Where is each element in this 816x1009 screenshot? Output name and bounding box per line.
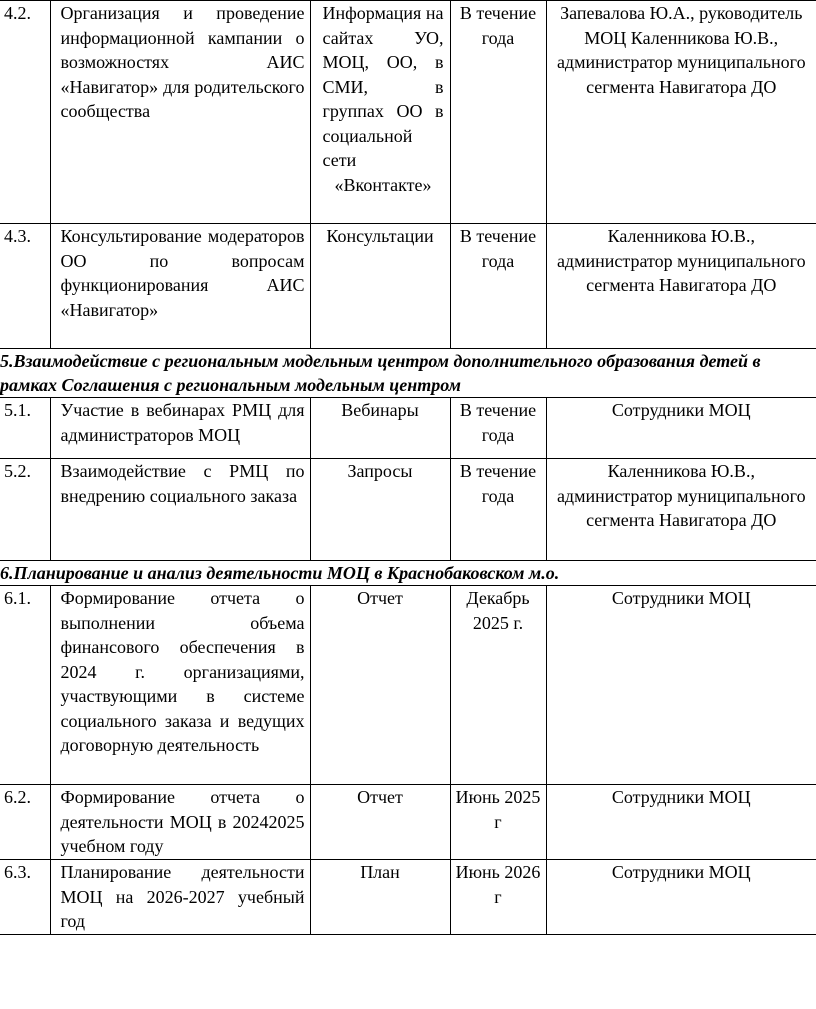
event-name: Формирование отчета о выполнении объема финансового обеспечения в 2024 г. организациями, участвующими в системе социального заказа и ведущих договорную деятельность <box>50 586 310 785</box>
event-responsible: Сотрудники МОЦ <box>546 785 816 860</box>
event-name: Участие в вебинарах РМЦ для администраторов МОЦ <box>50 398 310 459</box>
table-row <box>0 398 816 459</box>
event-responsible: Запевалова Ю.А., руководитель МОЦ Каленникова Ю.В., администратор муниципального сегмента Навигатора ДО <box>546 1 816 224</box>
event-form: Вебинары <box>310 398 450 459</box>
event-responsible: Сотрудники МОЦ <box>546 586 816 785</box>
section-header-row <box>0 561 816 586</box>
event-date: В течение года <box>450 224 546 349</box>
event-form: Отчет <box>310 586 450 785</box>
event-form: План <box>310 860 450 935</box>
row-number: 6.2. <box>0 785 50 860</box>
table-row <box>0 586 816 785</box>
event-responsible: Сотрудники МОЦ <box>546 860 816 935</box>
event-responsible: Каленникова Ю.В., администратор муниципального сегмента Навигатора ДО <box>546 224 816 349</box>
event-responsible: Каленникова Ю.В., администратор муниципального сегмента Навигатора ДО <box>546 459 816 561</box>
row-number: 6.1. <box>0 586 50 785</box>
row-number: 4.3. <box>0 224 50 349</box>
event-name: Планирование деятельности МОЦ на 2026-2027 учебный год <box>50 860 310 935</box>
table-row <box>0 785 816 860</box>
row-number: 5.1. <box>0 398 50 459</box>
event-name: Организация и проведение информационной кампании о возможностях АИС «Навигатор» для родительского сообщества <box>50 1 310 224</box>
event-name: Формирование отчета о деятельности МОЦ в 20242025 учебном году <box>50 785 310 860</box>
event-date: Июнь 2026 г <box>450 860 546 935</box>
table-row <box>0 224 816 349</box>
event-name: Консультирование модераторов ОО по вопросам функционирования АИС «Навигатор» <box>50 224 310 349</box>
row-number: 5.2. <box>0 459 50 561</box>
section-5-title: 5.Взаимодействие с региональным модельным центром дополнительного образования детей в рамках Соглашения с региональным модельным центром <box>0 349 816 398</box>
event-date: В течение года <box>450 1 546 224</box>
section-6-title: 6.Планирование и анализ деятельности МОЦ в Краснобаковском м.о. <box>0 561 816 586</box>
event-date: В течение года <box>450 398 546 459</box>
event-form: Отчет <box>310 785 450 860</box>
event-form: Запросы <box>310 459 450 561</box>
event-date: Июнь 2025 г <box>450 785 546 860</box>
row-number: 6.3. <box>0 860 50 935</box>
table-row <box>0 860 816 935</box>
event-form: Информация на сайтах УО, МОЦ, ОО, в СМИ, в группах ОО в социальной сети «Вконтакте» <box>310 1 450 224</box>
event-date: В течение года <box>450 459 546 561</box>
event-date: Декабрь 2025 г. <box>450 586 546 785</box>
event-form: Консультации <box>310 224 450 349</box>
section-header-row <box>0 349 816 398</box>
table-row <box>0 459 816 561</box>
row-number: 4.2. <box>0 1 50 224</box>
event-responsible: Сотрудники МОЦ <box>546 398 816 459</box>
table-row <box>0 1 816 224</box>
event-name: Взаимодействие с РМЦ по внедрению социального заказа <box>50 459 310 561</box>
